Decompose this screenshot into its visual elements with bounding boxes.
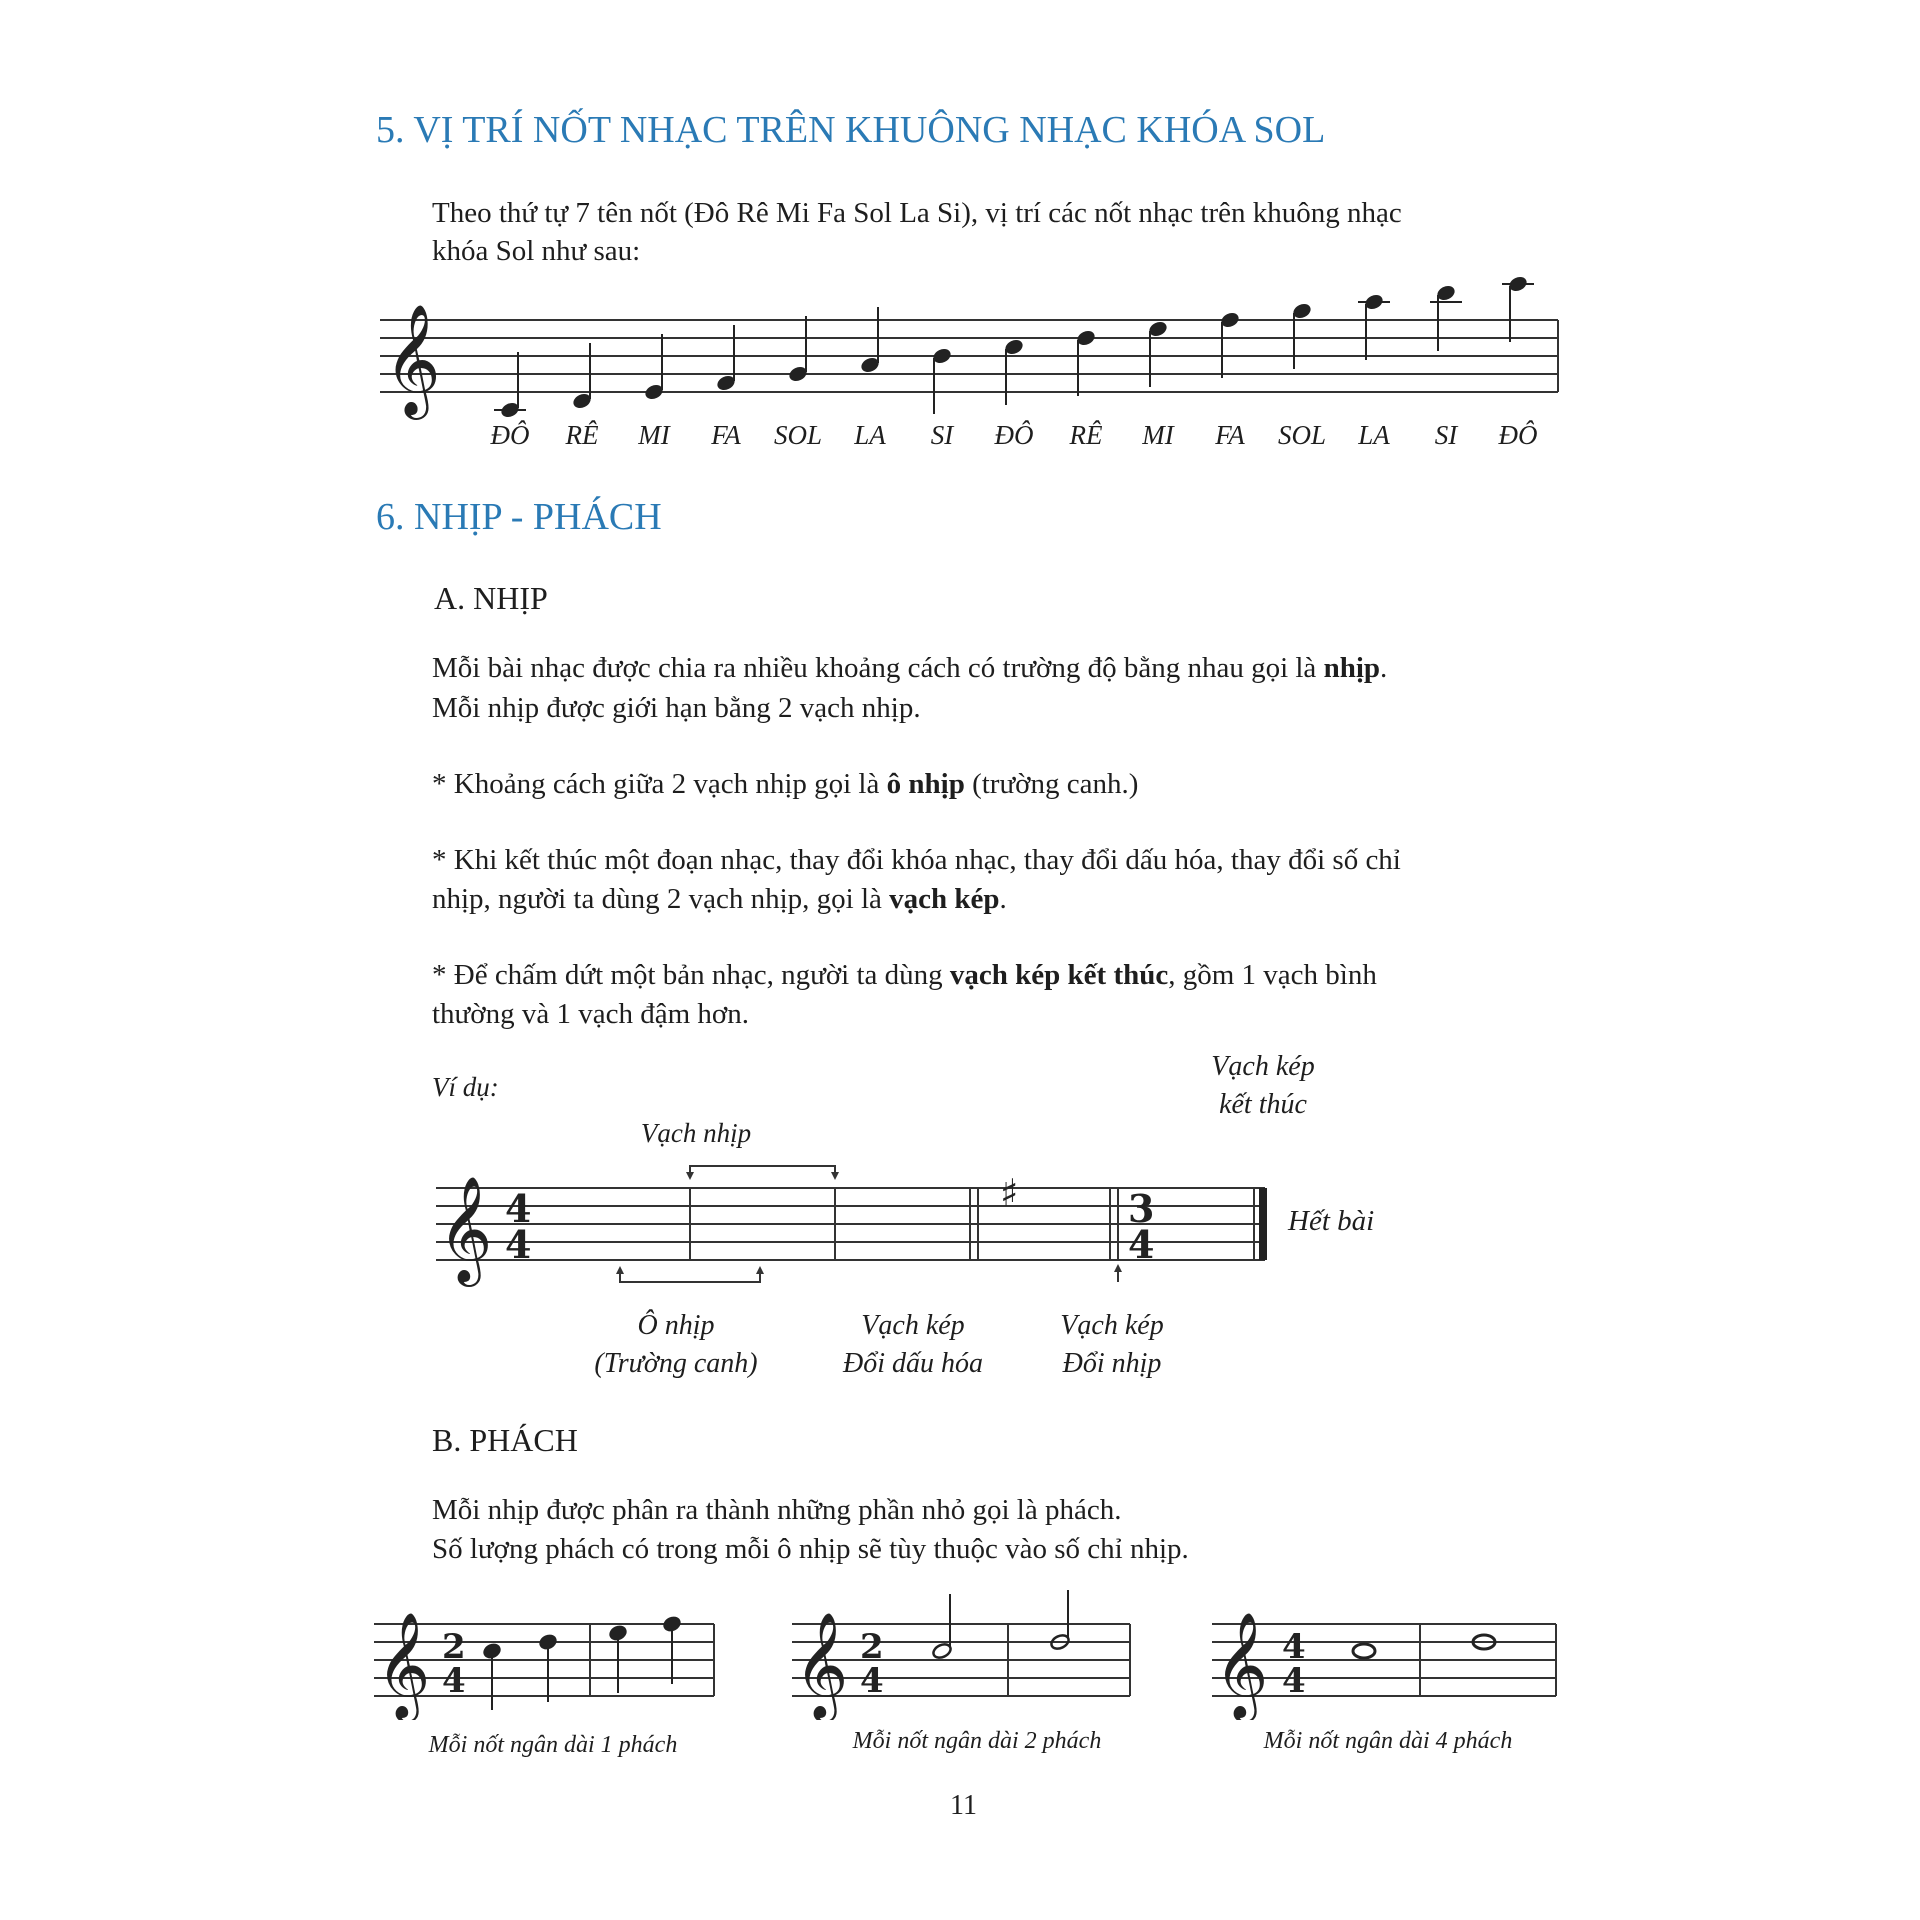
section-5-intro-line-2: khóa Sol như sau: — [432, 235, 641, 267]
time-signature-top: 2 — [860, 1627, 884, 1667]
time-signature-bottom: 4 — [442, 1661, 466, 1701]
note-name-label: ĐÔ — [994, 420, 1034, 450]
barline-example-staff — [0, 1150, 1920, 1290]
section-6b-title: B. PHÁCH — [432, 1422, 578, 1458]
vach-kep-ket-thuc-paragraph-line-2: thường và 1 vạch đậm hơn. — [432, 998, 749, 1030]
beat-caption-2: Mỗi nốt ngân dài 2 phách — [852, 1728, 1102, 1754]
measure-label: Ô nhịp (Trường canh) — [594, 1310, 758, 1379]
time-signature-top: 4 — [505, 1186, 532, 1231]
note-name-label: MI — [1142, 420, 1174, 450]
time-signature-bottom: 4 — [860, 1661, 884, 1701]
section-5-title: 5. VỊ TRÍ NỐT NHẠC TRÊN KHUÔNG NHẠC KHÓA SOL — [376, 109, 1326, 151]
final-barline-label: Vạch kép kết thúc — [1211, 1051, 1315, 1120]
treble-clef-icon: 𝄞 — [384, 303, 441, 415]
note-name-label: LA — [1358, 420, 1390, 450]
section-6-title: 6. NHỊP - PHÁCH — [376, 496, 662, 538]
phach-paragraph-line-2: Số lượng phách có trong mỗi ô nhịp sẽ tùy thuộc vào số chỉ nhịp. — [432, 1533, 1189, 1565]
nhip-paragraph-line-2: Mỗi nhịp được giới hạn bằng 2 vạch nhịp. — [432, 692, 921, 724]
double-bar-accidental-label: Vạch kép Đổi dấu hóa — [843, 1310, 983, 1379]
treble-clef-icon: 𝄞 — [438, 1175, 493, 1282]
section-6a-title: A. NHỊP — [434, 580, 548, 616]
beat-caption-1: Mỗi nốt ngân dài 1 phách — [428, 1732, 678, 1758]
note-name-label: LA — [854, 420, 886, 450]
note-name-label: SOL — [1277, 420, 1327, 450]
note-name-label: RÊ — [1069, 420, 1103, 450]
note-name-label: SOL — [773, 420, 823, 450]
beat-caption-4: Mỗi nốt ngân dài 4 phách — [1263, 1728, 1513, 1754]
note-name-label: RÊ — [565, 420, 599, 450]
example-label: Ví dụ: — [432, 1072, 499, 1102]
beat-examples-staves — [0, 1590, 1920, 1720]
note-name-label: SI — [1434, 420, 1458, 450]
time-signature-change-top: 3 — [1128, 1186, 1155, 1231]
time-signature-change-bottom: 4 — [1128, 1222, 1155, 1267]
whole-note — [1353, 1644, 1375, 1658]
barline-label: Vạch nhịp — [640, 1118, 752, 1148]
end-of-song-label: Hết bài — [1288, 1205, 1375, 1237]
treble-clef-icon: 𝄞 — [376, 1611, 431, 1718]
time-signature-top: 2 — [442, 1627, 466, 1667]
time-signature-bottom: 4 — [505, 1222, 532, 1267]
treble-clef-note-staff — [0, 0, 1920, 470]
o-nhip-paragraph: * Khoảng cách giữa 2 vạch nhịp gọi là ô nhịp (trường canh.) — [432, 768, 1139, 800]
note-name-label: ĐÔ — [1498, 420, 1538, 450]
vach-kep-paragraph-line-2: nhịp, người ta dùng 2 vạch nhịp, gọi là vạch kép. — [432, 883, 1007, 915]
sharp-icon: ♯ — [1000, 1171, 1019, 1215]
note-name-label: SI — [930, 420, 954, 450]
vach-kep-paragraph-line-1: * Khi kết thúc một đoạn nhạc, thay đổi khóa nhạc, thay đổi dấu hóa, thay đổi số chỉ — [432, 844, 1401, 876]
note-name-label: ĐÔ — [490, 420, 530, 450]
section-5-intro-line-1: Theo thứ tự 7 tên nốt (Đô Rê Mi Fa Sol La Si), vị trí các nốt nhạc trên khuông nhạc — [432, 197, 1402, 229]
time-signature-bottom: 4 — [1282, 1661, 1306, 1701]
double-bar-time-label: Vạch kép Đổi nhịp — [1060, 1310, 1164, 1379]
vach-kep-ket-thuc-paragraph-line-1: * Để chấm dứt một bản nhạc, người ta dùng vạch kép kết thúc, gồm 1 vạch bình — [432, 959, 1377, 991]
note-name-label: FA — [711, 420, 741, 450]
treble-clef-icon: 𝄞 — [1214, 1611, 1269, 1718]
phach-paragraph-line-1: Mỗi nhịp được phân ra thành những phần nhỏ gọi là phách. — [432, 1494, 1122, 1526]
note-name-label: MI — [638, 420, 670, 450]
nhip-paragraph-line-1: Mỗi bài nhạc được chia ra nhiều khoảng cách có trường độ bằng nhau gọi là nhịp. — [432, 652, 1388, 684]
note-name-label: FA — [1215, 420, 1245, 450]
treble-clef-icon: 𝄞 — [794, 1611, 849, 1718]
time-signature-top: 4 — [1282, 1627, 1306, 1667]
page-number: 11 — [950, 1790, 977, 1821]
scale-notes — [494, 274, 1534, 419]
